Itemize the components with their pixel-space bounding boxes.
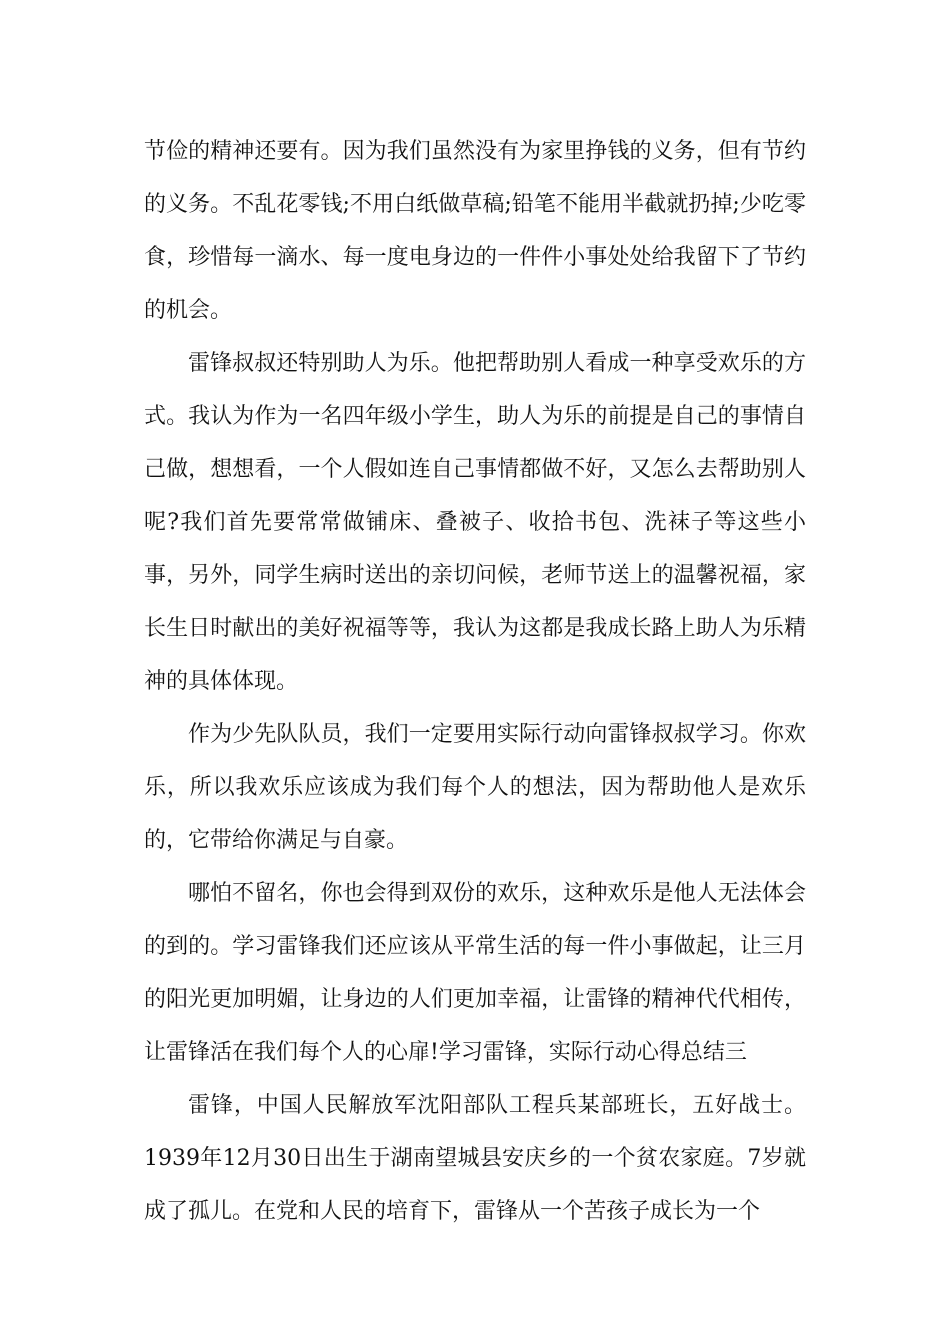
paragraph-lei-feng-bio: 雷锋，中国人民解放军沈阳部队工程兵某部班长，五好战士。1939年12月30日出生于湖南望城县安庆乡的一个贫农家庭。7岁就成了孤儿。在党和人民的培育下，雷锋从一个苦孩子成长为一个: [144, 1093, 806, 1224]
document-body: [144, 125, 806, 1238]
paragraph-young-pioneer: 作为少先队队员，我们一定要用实际行动向雷锋叔叔学习。你欢乐，所以我欢乐应该成为我们每个人的想法，因为帮助他人是欢乐的，它带给你满足与自豪。: [144, 722, 806, 853]
paragraph-helping-others: 雷锋叔叔还特别助人为乐。他把帮助别人看成一种享受欢乐的方式。我认为作为一名四年级小学生，助人为乐的前提是自己的事情自己做，想想看，一个人假如连自己事情都做不好，又怎么去帮助别人呢?我们首先要常常做铺床、叠被子、收拾书包、洗袜子等这些小事，另外，同学生病时送出的亲切问候，老师节送上的温馨祝福，家长生日时献出的美好祝福等等，我认为这都是我成长路上助人为乐精神的具体体现。: [144, 351, 806, 694]
paragraph-frugality: 节俭的精神还要有。因为我们虽然没有为家里挣钱的义务，但有节约的义务。不乱花零钱;不用白纸做草稿;铅笔不能用半截就扔掉;少吃零食，珍惜每一滴水、每一度电身边的一件件小事处处给我留下了节约的机会。: [144, 139, 806, 323]
paragraph-no-name-joy: 哪怕不留名，你也会得到双份的欢乐，这种欢乐是他人无法体会的到的。学习雷锋我们还应该从平常生活的每一件小事做起，让三月的阳光更加明媚，让身边的人们更加幸福，让雷锋的精神代代相传，让雷锋活在我们每个人的心扉!学习雷锋，实际行动心得总结三: [144, 881, 806, 1065]
